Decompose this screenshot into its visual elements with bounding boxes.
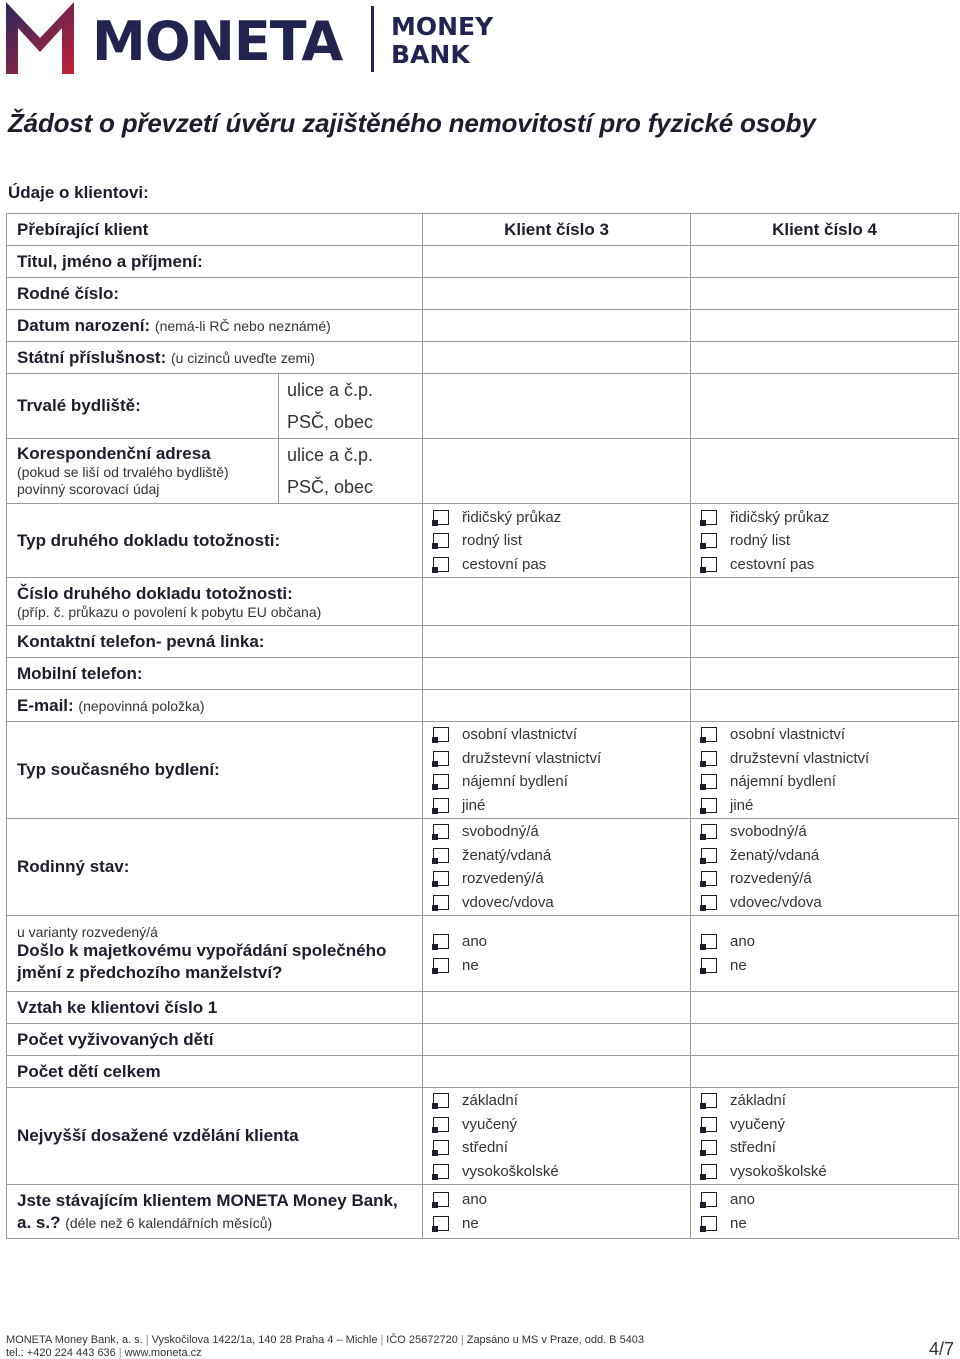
id-number-label-cell (7, 578, 423, 626)
checkbox-option[interactable] (433, 723, 680, 747)
section-title: Údaje o klientovi: (8, 183, 149, 202)
checkbox-option[interactable] (701, 770, 948, 794)
checkbox-icon[interactable] (701, 824, 717, 839)
option-label: vyučený (462, 1115, 518, 1133)
brand-sub-1: MONEY (391, 12, 494, 41)
relation-client-3[interactable] (423, 992, 691, 1024)
checkbox-option[interactable] (433, 552, 680, 576)
rc-row (7, 278, 959, 310)
checkbox-icon[interactable] (433, 510, 449, 525)
footer-company: MONETA Money Bank, a. s. (6, 1334, 143, 1346)
education-row (7, 1088, 959, 1185)
marital-options-client-3 (423, 819, 691, 916)
checkbox-icon[interactable] (701, 958, 717, 973)
checkbox-option[interactable] (701, 723, 948, 747)
dob-row (7, 310, 959, 342)
relation-label: Vztah ke klientovi číslo 1 (7, 992, 423, 1024)
dob-field-client-4[interactable] (691, 310, 959, 342)
checkbox-option[interactable] (433, 1136, 680, 1160)
option-label: cestovní pas (462, 555, 547, 573)
dependents-row (7, 1024, 959, 1056)
dob-label: Datum narození: (17, 315, 151, 335)
citizenship-field-client-4[interactable] (691, 342, 959, 374)
checkbox-icon[interactable] (433, 798, 449, 813)
citizenship-note: (u cizinců uveďte zemi) (170, 349, 315, 366)
option-label: ano (462, 1191, 488, 1209)
checkbox-option[interactable] (701, 1160, 948, 1184)
option-label: ne (462, 1214, 479, 1232)
checkbox-option[interactable] (701, 867, 948, 891)
phone-client-3[interactable] (423, 626, 691, 658)
footer-register: Zapsáno u MS v Praze, odd. B 5403 (466, 1334, 645, 1346)
mobile-client-3[interactable] (423, 658, 691, 690)
checkbox-option[interactable] (433, 529, 680, 553)
checkbox-icon[interactable] (701, 895, 717, 910)
header-label: Přebírající klient (7, 214, 423, 246)
name-field-client-3[interactable] (423, 246, 691, 278)
citizenship-row (7, 342, 959, 374)
checkbox-option[interactable] (701, 954, 948, 978)
checkbox-icon[interactable] (433, 934, 449, 949)
checkbox-option[interactable] (433, 770, 680, 794)
correspondence-client-4[interactable] (691, 439, 959, 504)
housing-label: Typ současného bydlení: (7, 722, 423, 819)
option-label: řidičský průkaz (730, 508, 830, 526)
checkbox-option[interactable] (433, 844, 680, 868)
option-label: cestovní pas (730, 555, 815, 573)
checkbox-option[interactable] (433, 930, 680, 954)
option-label: základní (730, 1092, 786, 1110)
divorce-label-cell (7, 916, 423, 992)
footer-line-2: tel.: +420 224 443 636 | www.moneta.cz (6, 1347, 202, 1359)
correspondence-client-3[interactable] (423, 439, 691, 504)
checkbox-option[interactable] (433, 954, 680, 978)
checkbox-icon[interactable] (433, 1164, 449, 1179)
zip-line-label: PSČ, obec (287, 412, 374, 432)
street-line-label: ulice a č.p. (287, 445, 374, 465)
marital-row (7, 819, 959, 916)
checkbox-icon[interactable] (433, 1093, 449, 1108)
option-label: vysokoškolské (730, 1162, 827, 1180)
citizenship-label: Státní příslušnost: (17, 347, 167, 367)
moneta-logo (6, 2, 496, 76)
housing-options-client-4 (691, 722, 959, 819)
correspondence-row (7, 439, 959, 504)
education-options-client-3 (423, 1088, 691, 1185)
checkbox-option[interactable] (433, 505, 680, 529)
checkbox-option[interactable] (433, 891, 680, 915)
existing-client-options-client-3 (423, 1185, 691, 1239)
checkbox-icon[interactable] (701, 1192, 717, 1207)
checkbox-option[interactable] (433, 1089, 680, 1113)
mobile-client-4[interactable] (691, 658, 959, 690)
housing-row (7, 722, 959, 819)
email-client-4[interactable] (691, 690, 959, 722)
brand-sub-2: BANK (391, 40, 470, 69)
existing-client-question: Jste stávajícím klientem MONETA Money Bank, a. s.? (17, 1190, 398, 1232)
phone-row (7, 626, 959, 658)
checkbox-option[interactable] (701, 1136, 948, 1160)
name-field-client-4[interactable] (691, 246, 959, 278)
option-label: svobodný/á (730, 823, 807, 841)
checkbox-icon[interactable] (433, 824, 449, 839)
header-row (7, 214, 959, 246)
header-client-4: Klient číslo 4 (691, 214, 959, 246)
education-options-client-4 (691, 1088, 959, 1185)
existing-client-options-client-4 (691, 1185, 959, 1239)
checkbox-icon[interactable] (433, 958, 449, 973)
citizenship-field-client-3[interactable] (423, 342, 691, 374)
checkbox-icon[interactable] (701, 871, 717, 886)
checkbox-option[interactable] (701, 505, 948, 529)
correspondence-label: Korespondenční adresa (17, 444, 211, 463)
relation-client-4[interactable] (691, 992, 959, 1024)
permanent-address-row (7, 374, 959, 439)
option-label: ne (730, 1214, 747, 1232)
id-type-options-client-3 (423, 504, 691, 578)
id-number-client-4[interactable] (691, 578, 959, 626)
name-label: Titul, jméno a příjmení: (7, 246, 423, 278)
option-label: ženatý/vdaná (730, 846, 820, 864)
checkbox-option[interactable] (433, 820, 680, 844)
checkbox-icon[interactable] (433, 1140, 449, 1155)
checkbox-icon[interactable] (433, 1216, 449, 1231)
checkbox-icon[interactable] (701, 727, 717, 742)
checkbox-option[interactable] (701, 1188, 948, 1212)
checkbox-option[interactable] (433, 747, 680, 771)
permanent-address-client-4[interactable] (691, 374, 959, 439)
checkbox-icon[interactable] (701, 774, 717, 789)
option-label: jiné (462, 796, 486, 814)
option-label: družstevní vlastnictví (462, 749, 602, 767)
checkbox-option[interactable] (701, 820, 948, 844)
checkbox-icon[interactable] (701, 848, 717, 863)
divorce-options-client-3 (423, 916, 691, 992)
email-note: (nepovinná položka) (78, 697, 205, 714)
permanent-address-client-3[interactable] (423, 374, 691, 439)
option-label: rodný list (730, 532, 791, 549)
id-type-label: Typ druhého dokladu totožnosti: (7, 504, 423, 578)
checkbox-option[interactable] (701, 1089, 948, 1113)
permanent-address-lines (279, 374, 423, 439)
checkbox-icon[interactable] (701, 510, 717, 525)
permanent-address-label: Trvalé bydliště: (7, 374, 279, 439)
brand-name: MONETA (92, 10, 343, 73)
children-client-3[interactable] (423, 1056, 691, 1088)
checkbox-option[interactable] (701, 794, 948, 818)
footer-web[interactable]: www.moneta.cz (124, 1347, 202, 1359)
checkbox-icon[interactable] (433, 774, 449, 789)
checkbox-option[interactable] (701, 747, 948, 771)
footer (6, 1334, 644, 1359)
option-label: svobodný/á (462, 823, 539, 841)
relation-row (7, 992, 959, 1024)
correspondence-address-lines (279, 439, 423, 504)
citizenship-label-cell (7, 342, 423, 374)
page-number: 4/7 (928, 1339, 954, 1359)
checkbox-option[interactable] (433, 1188, 680, 1212)
document-title: Žádost o převzetí úvěru zajištěného nemovitostí pro fyzické osoby (8, 108, 816, 138)
id-type-options-client-4 (691, 504, 959, 578)
checkbox-icon[interactable] (701, 1216, 717, 1231)
option-label: družstevní vlastnictví (730, 749, 870, 767)
checkbox-icon[interactable] (433, 1117, 449, 1132)
option-label: vdovec/vdova (730, 893, 822, 911)
zip-line-label: PSČ, obec (287, 477, 374, 497)
correspondence-label-cell (7, 439, 279, 504)
footer-tel: tel.: +420 224 443 636 (6, 1347, 116, 1359)
checkbox-option[interactable] (701, 1113, 948, 1137)
id-type-row (7, 504, 959, 578)
checkbox-icon[interactable] (701, 557, 717, 572)
checkbox-option[interactable] (433, 1212, 680, 1236)
rc-field-client-3[interactable] (423, 278, 691, 310)
checkbox-icon[interactable] (701, 934, 717, 949)
checkbox-option[interactable] (701, 930, 948, 954)
checkbox-icon[interactable] (701, 533, 717, 548)
dependents-client-3[interactable] (423, 1024, 691, 1056)
checkbox-icon[interactable] (433, 533, 449, 548)
correspondence-note-1: (pokud se liší od trvalého bydliště) (17, 464, 229, 480)
marital-options-client-4 (691, 819, 959, 916)
option-label: rodný list (462, 532, 523, 549)
name-row (7, 246, 959, 278)
option-label: ano (730, 933, 756, 951)
checkbox-icon[interactable] (701, 1140, 717, 1155)
divorce-note: u varianty rozvedený/á (17, 923, 158, 940)
option-label: nájemní bydlení (730, 773, 836, 791)
existing-client-note: (déle než 6 kalendářních měsíců) (65, 1214, 273, 1231)
existing-client-row (7, 1185, 959, 1239)
dob-field-client-3[interactable] (423, 310, 691, 342)
dob-label-cell (7, 310, 423, 342)
client-form-table (6, 213, 959, 1239)
dob-note: (nemá-li RČ nebo neznámé) (154, 317, 331, 334)
email-client-3[interactable] (423, 690, 691, 722)
checkbox-icon[interactable] (701, 751, 717, 766)
checkbox-option[interactable] (433, 867, 680, 891)
checkbox-icon[interactable] (433, 1192, 449, 1207)
option-label: ano (462, 933, 488, 951)
checkbox-option[interactable] (701, 844, 948, 868)
rc-field-client-4[interactable] (691, 278, 959, 310)
id-number-note: (příp. č. průkazu o povolení k pobytu EU občana) (17, 603, 322, 620)
marital-label: Rodinný stav: (7, 819, 423, 916)
phone-client-4[interactable] (691, 626, 959, 658)
option-label: jiné (730, 796, 754, 814)
divorce-row (7, 916, 959, 992)
checkbox-icon[interactable] (433, 848, 449, 863)
option-label: osobní vlastnictví (462, 726, 578, 744)
checkbox-option[interactable] (433, 1113, 680, 1137)
id-number-row (7, 578, 959, 626)
mobile-label: Mobilní telefon: (7, 658, 423, 690)
checkbox-icon[interactable] (433, 871, 449, 886)
option-label: osobní vlastnictví (730, 726, 846, 744)
divorce-options-client-4 (691, 916, 959, 992)
option-label: ne (730, 956, 747, 974)
option-label: vyučený (730, 1115, 786, 1133)
email-label-cell (7, 690, 423, 722)
checkbox-icon[interactable] (701, 1117, 717, 1132)
checkbox-icon[interactable] (433, 751, 449, 766)
correspondence-note-2: povinný scorovací údaj (17, 481, 160, 497)
children-label: Počet dětí celkem (7, 1056, 423, 1088)
checkbox-option[interactable] (433, 794, 680, 818)
option-label: střední (730, 1139, 776, 1157)
checkbox-icon[interactable] (433, 727, 449, 742)
email-row (7, 690, 959, 722)
id-number-label: Číslo druhého dokladu totožnosti: (17, 583, 293, 603)
checkbox-icon[interactable] (433, 895, 449, 910)
option-label: vdovec/vdova (462, 893, 554, 911)
moneta-m-mark (6, 2, 74, 74)
option-label: ženatý/vdaná (462, 846, 552, 864)
option-label: rozvedený/á (730, 870, 812, 888)
phone-label: Kontaktní telefon- pevná linka: (7, 626, 423, 658)
dependents-client-4[interactable] (691, 1024, 959, 1056)
footer-address: Vyskočilova 1422/1a, 140 28 Praha 4 – Michle (151, 1334, 378, 1346)
street-line-label: ulice a č.p. (287, 380, 374, 400)
option-label: základní (462, 1092, 518, 1110)
option-label: ano (730, 1191, 756, 1209)
id-number-client-3[interactable] (423, 578, 691, 626)
checkbox-option[interactable] (433, 1160, 680, 1184)
checkbox-option[interactable] (701, 1212, 948, 1236)
option-label: ne (462, 956, 479, 974)
option-label: střední (462, 1139, 508, 1157)
education-label: Nejvyšší dosažené vzdělání klienta (7, 1088, 423, 1185)
dependents-label: Počet vyživovaných dětí (7, 1024, 423, 1056)
header-client-3: Klient číslo 3 (423, 214, 691, 246)
children-row (7, 1056, 959, 1088)
checkbox-option[interactable] (701, 529, 948, 553)
divorce-question: Došlo k majetkovému vypořádání společného jmění z předchozího manželství? (17, 940, 387, 982)
housing-options-client-3 (423, 722, 691, 819)
checkbox-option[interactable] (701, 891, 948, 915)
children-client-4[interactable] (691, 1056, 959, 1088)
rc-label: Rodné číslo: (7, 278, 423, 310)
footer-line-1: MONETA Money Bank, a. s. | Vyskočilova 1422/1a, 140 28 Praha 4 – Michle | IČO 25672720 | Zapsáno u MS v Praze, odd. B 5403 (6, 1334, 645, 1346)
option-label: řidičský průkaz (462, 508, 562, 526)
checkbox-icon[interactable] (701, 1164, 717, 1179)
option-label: nájemní bydlení (462, 773, 568, 791)
existing-client-label-cell (7, 1185, 423, 1239)
footer-ico: IČO 25672720 (386, 1334, 458, 1346)
option-label: rozvedený/á (462, 870, 544, 888)
checkbox-option[interactable] (701, 552, 948, 576)
checkbox-icon[interactable] (701, 1093, 717, 1108)
option-label: vysokoškolské (462, 1162, 559, 1180)
email-label: E-mail: (17, 695, 74, 715)
checkbox-icon[interactable] (433, 557, 449, 572)
mobile-row (7, 658, 959, 690)
checkbox-icon[interactable] (701, 798, 717, 813)
